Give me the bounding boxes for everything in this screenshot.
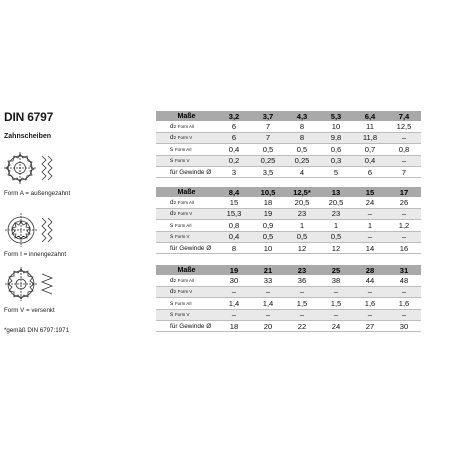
row-label: [156, 155, 217, 166]
row-form: Form A/I: [174, 146, 192, 152]
value-cell: 0,8: [217, 220, 251, 231]
table-row: [156, 275, 421, 286]
spec-table-1: [156, 111, 421, 178]
header-cell: Maße: [156, 265, 217, 275]
value-cell: –: [353, 309, 387, 320]
row-label: [156, 320, 217, 331]
value-cell: 1: [319, 220, 353, 231]
row-form: Form A/I: [174, 300, 192, 306]
table-header-row: [156, 111, 421, 121]
row-label: [156, 132, 217, 143]
footnote: *gemäß DIN 6797:1971: [4, 327, 70, 334]
header-cell: 4,3: [285, 111, 319, 121]
value-cell: 9,8: [319, 132, 353, 143]
row-symbol-index: 2: [173, 211, 177, 217]
value-cell: 0,6: [319, 144, 353, 155]
value-cell: 12,5: [387, 121, 421, 132]
value-cell: 10: [251, 242, 285, 253]
value-cell: –: [319, 309, 353, 320]
row-form: Form V: [177, 211, 193, 217]
value-cell: 8: [285, 121, 319, 132]
row-label: [156, 242, 217, 253]
value-cell: –: [353, 286, 387, 297]
row-form: Form A/I: [177, 278, 195, 284]
header-cell: 3,7: [251, 111, 285, 121]
row-label: [156, 197, 217, 208]
table-row: [156, 298, 421, 309]
row-symbol: für Gewinde Ø: [170, 168, 212, 176]
value-cell: 23: [285, 208, 319, 219]
row-symbol: d: [170, 199, 174, 207]
header-cell: 12,5*: [285, 187, 319, 197]
row-form: Form V: [177, 289, 193, 295]
table-row: [156, 155, 421, 166]
row-symbol: d: [170, 277, 174, 285]
value-cell: 6: [217, 121, 251, 132]
form-a-washer-drawing: [4, 150, 56, 186]
table-row: [156, 286, 421, 297]
value-cell: 4: [285, 166, 319, 177]
row-label: [156, 208, 217, 219]
value-cell: 36: [285, 275, 319, 286]
value-cell: 0,8: [387, 144, 421, 155]
value-cell: 19: [251, 208, 285, 219]
table-row: [156, 242, 421, 253]
value-cell: 20,5: [319, 197, 353, 208]
table-row: [156, 309, 421, 320]
value-cell: 5: [319, 166, 353, 177]
value-cell: 44: [353, 275, 387, 286]
value-cell: 12: [285, 242, 319, 253]
value-cell: 14: [353, 242, 387, 253]
row-form: Form A/I: [177, 124, 195, 130]
value-cell: 0,5: [251, 144, 285, 155]
row-symbol: s: [170, 145, 174, 153]
row-label: [156, 298, 217, 309]
row-form: Form V: [174, 158, 190, 164]
value-cell: 10: [319, 121, 353, 132]
row-symbol-index: 2: [173, 289, 177, 295]
header-cell: 28: [353, 265, 387, 275]
form-v-washer-drawing: [4, 262, 56, 306]
value-cell: –: [387, 132, 421, 143]
value-cell: 0,5: [285, 144, 319, 155]
value-cell: –: [387, 155, 421, 166]
value-cell: 24: [319, 320, 353, 331]
form-i-washer-drawing: [4, 210, 56, 250]
value-cell: 20,5: [285, 197, 319, 208]
row-symbol: für Gewinde Ø: [170, 322, 212, 330]
header-cell: 17: [387, 187, 421, 197]
form-v-label: Form V = versenkt: [4, 307, 55, 314]
row-form: Form V: [174, 234, 190, 240]
header-cell: 7,4: [387, 111, 421, 121]
table-row: [156, 121, 421, 132]
table-header-row: [156, 265, 421, 275]
row-label: [156, 286, 217, 297]
table-header-row: [156, 187, 421, 197]
table-row: [156, 132, 421, 143]
table-row: [156, 197, 421, 208]
value-cell: 8: [217, 242, 251, 253]
header-cell: 15: [353, 187, 387, 197]
spec-table-3: [156, 265, 421, 332]
value-cell: 24: [353, 197, 387, 208]
header-cell: 31: [387, 265, 421, 275]
header-cell: 19: [217, 265, 251, 275]
header-cell: 3,2: [217, 111, 251, 121]
value-cell: 18: [251, 197, 285, 208]
row-symbol: s: [170, 233, 174, 241]
value-cell: –: [387, 208, 421, 219]
header-cell: Maße: [156, 111, 217, 121]
row-label: [156, 144, 217, 155]
header-cell: 8,4: [217, 187, 251, 197]
value-cell: 0,4: [217, 144, 251, 155]
value-cell: 0,3: [319, 155, 353, 166]
value-cell: 30: [387, 320, 421, 331]
value-cell: 15,3: [217, 208, 251, 219]
row-symbol-index: 2: [173, 200, 177, 206]
value-cell: 16: [387, 242, 421, 253]
row-label: [156, 231, 217, 242]
row-symbol: s: [170, 157, 174, 165]
doc-subtitle: Zahnscheiben: [4, 133, 52, 140]
table-row: [156, 144, 421, 155]
value-cell: 7: [251, 121, 285, 132]
row-label: [156, 275, 217, 286]
header-cell: 13: [319, 187, 353, 197]
value-cell: 7: [387, 166, 421, 177]
value-cell: –: [353, 208, 387, 219]
value-cell: 0,9: [251, 220, 285, 231]
spec-table-2: [156, 187, 421, 254]
row-symbol: d: [170, 134, 174, 142]
value-cell: 11,8: [353, 132, 387, 143]
value-cell: 0,2: [217, 155, 251, 166]
doc-title: DIN 6797: [4, 110, 54, 124]
row-symbol-index: 2: [173, 278, 177, 284]
value-cell: –: [217, 309, 251, 320]
value-cell: 1: [285, 220, 319, 231]
table-row: [156, 166, 421, 177]
row-label: [156, 166, 217, 177]
value-cell: 0,25: [285, 155, 319, 166]
value-cell: 0,5: [319, 231, 353, 242]
value-cell: 3,5: [251, 166, 285, 177]
row-symbol: s: [170, 311, 174, 319]
value-cell: 38: [319, 275, 353, 286]
header-cell: 5,3: [319, 111, 353, 121]
value-cell: 0,25: [251, 155, 285, 166]
value-cell: 26: [387, 197, 421, 208]
value-cell: 11: [353, 121, 387, 132]
row-form: Form A/I: [174, 222, 192, 228]
value-cell: 33: [251, 275, 285, 286]
header-cell: 21: [251, 265, 285, 275]
value-cell: –: [285, 286, 319, 297]
row-form: Form V: [177, 135, 193, 141]
value-cell: 0,4: [217, 231, 251, 242]
header-cell: 25: [319, 265, 353, 275]
row-label: [156, 121, 217, 132]
row-form: Form V: [174, 312, 190, 318]
row-symbol-index: 2: [173, 124, 177, 130]
form-a-label: Form A = außengezahnt: [4, 190, 71, 197]
header-cell: 23: [285, 265, 319, 275]
header-cell: 10,5: [251, 187, 285, 197]
value-cell: 1,5: [319, 298, 353, 309]
value-cell: 12: [319, 242, 353, 253]
value-cell: –: [251, 309, 285, 320]
form-i-label: Form I = innengezahnt: [4, 251, 67, 258]
row-symbol-index: 2: [173, 135, 177, 141]
header-cell: Maße: [156, 187, 217, 197]
value-cell: 18: [217, 320, 251, 331]
row-symbol: für Gewinde Ø: [170, 244, 212, 252]
value-cell: 23: [319, 208, 353, 219]
value-cell: 0,7: [353, 144, 387, 155]
value-cell: 1,2: [387, 220, 421, 231]
value-cell: –: [387, 309, 421, 320]
value-cell: –: [387, 286, 421, 297]
row-symbol: s: [170, 299, 174, 307]
value-cell: –: [285, 309, 319, 320]
value-cell: –: [319, 286, 353, 297]
row-symbol: d: [170, 288, 174, 296]
value-cell: 30: [217, 275, 251, 286]
row-form: Form A/I: [177, 200, 195, 206]
table-row: [156, 320, 421, 331]
value-cell: 8: [285, 132, 319, 143]
value-cell: 48: [387, 275, 421, 286]
table-row: [156, 208, 421, 219]
value-cell: 1,6: [387, 298, 421, 309]
value-cell: –: [353, 231, 387, 242]
value-cell: 20: [251, 320, 285, 331]
value-cell: 1,4: [217, 298, 251, 309]
value-cell: –: [251, 286, 285, 297]
value-cell: 27: [353, 320, 387, 331]
value-cell: 22: [285, 320, 319, 331]
value-cell: 6: [217, 132, 251, 143]
value-cell: 0,5: [285, 231, 319, 242]
table-row: [156, 220, 421, 231]
table-row: [156, 231, 421, 242]
value-cell: 1,5: [285, 298, 319, 309]
row-symbol: s: [170, 221, 174, 229]
value-cell: 1: [353, 220, 387, 231]
value-cell: 1,6: [353, 298, 387, 309]
value-cell: –: [387, 231, 421, 242]
value-cell: 0,4: [353, 155, 387, 166]
value-cell: 1,4: [251, 298, 285, 309]
row-label: [156, 309, 217, 320]
value-cell: 15: [217, 197, 251, 208]
row-symbol: d: [170, 123, 174, 131]
value-cell: 7: [251, 132, 285, 143]
row-label: [156, 220, 217, 231]
value-cell: 6: [353, 166, 387, 177]
value-cell: –: [217, 286, 251, 297]
value-cell: 3: [217, 166, 251, 177]
row-symbol: d: [170, 210, 174, 218]
header-cell: 6,4: [353, 111, 387, 121]
value-cell: 0,5: [251, 231, 285, 242]
